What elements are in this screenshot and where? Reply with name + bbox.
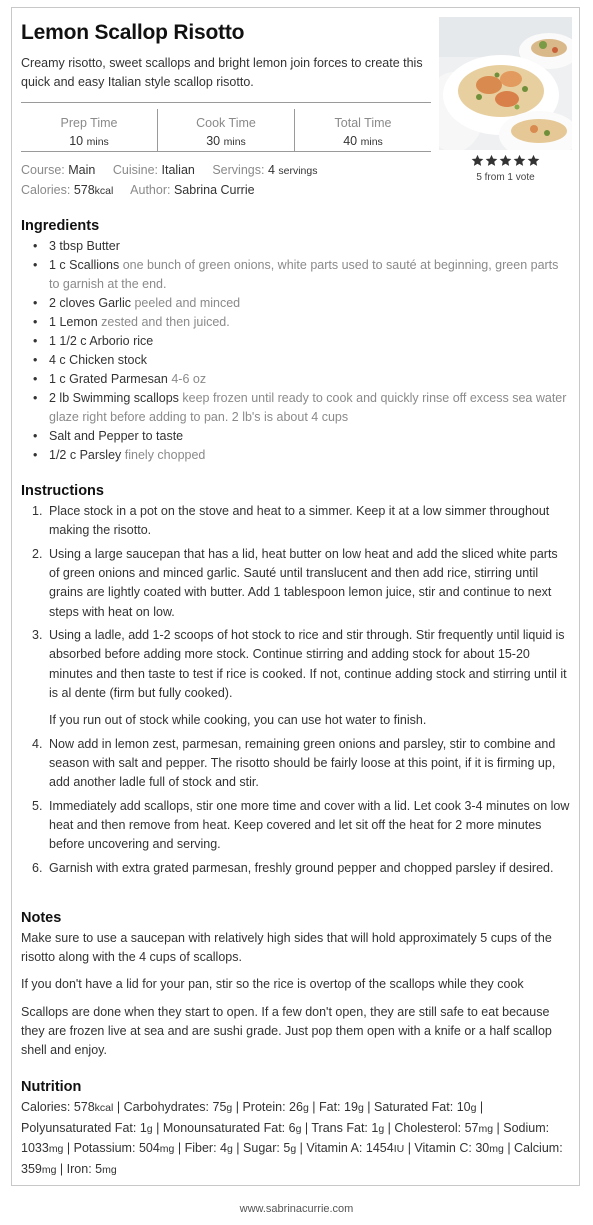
nutrition-label: Calcium: — [514, 1141, 563, 1156]
instruction-step — [21, 545, 571, 622]
cuisine-label: Cuisine: — [112, 163, 159, 177]
nutrition-unit: g — [226, 1143, 233, 1156]
nutrition-separator: | — [404, 1141, 415, 1156]
recipe-title: Lemon Scallop Risotto — [21, 21, 245, 44]
servings-unit: servings — [278, 165, 318, 177]
nutrition-separator: | — [503, 1141, 515, 1156]
step-number: 4. — [32, 736, 43, 751]
nutrition-item — [319, 1100, 364, 1114]
note-paragraph: Scallops are done when they start to open. If a few don't open, they are still safe to eat because they are frozen live at sea and are sushi grade. Just pop them open with a knife or a half scallop shell and enjoy. — [21, 1004, 552, 1058]
nutrition-value: 5 — [283, 1141, 291, 1156]
nutrition-item — [243, 1141, 296, 1155]
star-rating[interactable] — [439, 154, 572, 167]
nutrition-unit: mg — [478, 1122, 494, 1135]
note-paragraph: If you don't have a lid for your pan, stir so the rice is overtop of the scallops while they cook — [21, 977, 524, 992]
nutrition-label: Sugar: — [243, 1141, 280, 1156]
nutrition-value: 4 — [220, 1141, 227, 1156]
step-number: 2. — [32, 546, 43, 561]
nutrition-separator: | — [476, 1100, 484, 1114]
nutrition-unit: mg — [48, 1143, 64, 1156]
recipe-card — [11, 7, 580, 1186]
ingredient-amount: 4 c — [49, 353, 66, 367]
ingredient-item — [21, 332, 569, 351]
prep-time — [21, 109, 157, 151]
prep-time-label: Prep Time — [60, 116, 118, 130]
step-number: 6. — [32, 860, 43, 875]
instruction-step — [21, 626, 571, 730]
nutrition-item — [21, 1121, 153, 1135]
ingredient-item — [21, 389, 569, 427]
nutrition-heading: Nutrition — [21, 1079, 82, 1095]
step-number: 3. — [32, 628, 43, 643]
servings-label: Servings: — [212, 163, 265, 177]
ingredient-item — [21, 446, 569, 465]
ingredient-item — [21, 427, 569, 446]
ingredient-item — [21, 370, 569, 389]
times-top-divider — [21, 102, 431, 103]
times-bottom-divider — [21, 151, 431, 152]
ingredient-item — [21, 313, 569, 332]
vote-count: 5 from 1 vote — [476, 172, 535, 183]
notes-heading: Notes — [21, 910, 62, 926]
nutrition-value: 10 — [456, 1100, 471, 1114]
ingredients-heading: Ingredients — [21, 218, 100, 234]
ingredient-note: finely chopped — [124, 448, 206, 462]
author-label: Author: — [130, 183, 171, 197]
nutrition-separator: | — [308, 1100, 319, 1114]
cuisine-value: Italian — [161, 163, 195, 177]
nutrition-value: 578 — [73, 1100, 95, 1114]
step-text: Now add in lemon zest, parmesan, remaining green onions and parsley, stir to combine and season with salt and pepper. The risotto should be fairly loose at this point, if it is firming up, add another ladle full of stock and stir. — [49, 736, 556, 790]
nutrition-unit: g — [295, 1122, 302, 1135]
nutrition-unit: g — [290, 1143, 297, 1156]
nutrition-item — [306, 1141, 404, 1155]
ingredient-name: Chicken stock — [69, 353, 147, 367]
nutrition-item — [67, 1162, 117, 1176]
nutrition-item — [311, 1121, 384, 1135]
ingredient-name: Arborio rice — [89, 334, 154, 348]
nutrition-separator: | — [63, 1141, 74, 1156]
nutrition-label: Vitamin C: — [414, 1141, 472, 1156]
step-number: 1. — [32, 504, 43, 518]
recipe-meta-row-2 — [21, 181, 255, 200]
nutrition-separator: | — [301, 1120, 312, 1135]
nutrition-separator: | — [152, 1120, 163, 1135]
nutrition-unit: mg — [159, 1143, 175, 1156]
nutrition-value: 6 — [288, 1120, 296, 1135]
step-text: Using a large saucepan that has a lid, heat butter on low heat and add the sliced white parts of green onions and minced garlic. Sauté until translucent and then add rice, stirring until grains are lightly coated with butter. Add 1 tablespoon lemon juice, stir and continue to next steps with heat on low. — [49, 546, 558, 619]
nutrition-value: 504 — [138, 1141, 160, 1156]
recipe-meta-row-1 — [21, 161, 317, 180]
ingredient-name: Butter — [86, 239, 120, 253]
ingredient-note: 4-6 oz — [171, 372, 207, 386]
cook-time-label: Cook Time — [196, 116, 256, 130]
nutrition-value: 30 — [475, 1141, 490, 1156]
nutrition-separator: | — [113, 1100, 124, 1114]
instruction-step — [21, 735, 571, 793]
ingredient-name: Scallions — [69, 258, 120, 272]
total-time-label: Total Time — [334, 116, 392, 130]
step-text: Immediately add scallops, stir one more time and cover with a lid. Let cook 3-4 minutes on low heat and then remove from heat. Keep covered and let sit off the heat for 2 more minutes before uncovering and serving. — [49, 798, 570, 852]
nutrition-unit: mg — [489, 1143, 504, 1156]
nutrition-value: 57 — [464, 1120, 479, 1135]
nutrition-separator: | — [493, 1120, 504, 1135]
ingredient-amount: 1 c — [49, 258, 66, 272]
ingredient-name: Salt and Pepper to taste — [49, 429, 184, 443]
nutrition-unit: mg — [102, 1164, 117, 1177]
nutrition-value: 359 — [21, 1162, 42, 1177]
recipe-times — [21, 109, 431, 151]
ingredient-note: keep frozen until ready to cook and quickly rinse off excess sea water glaze right before adding to pan. 2 lb's is about 4 cups — [49, 391, 567, 424]
nutrition-label: Potassium: — [73, 1141, 136, 1156]
nutrition-item — [163, 1121, 302, 1135]
note-paragraph: Make sure to use a saucepan with relatively high sides that will hold approximately 5 cups of the risotto along with the 4 cups of scallops. — [21, 931, 552, 965]
ingredient-amount: 2 lb — [49, 391, 70, 405]
ingredient-note: peeled and minced — [134, 296, 241, 310]
nutrition-separator: | — [296, 1141, 307, 1156]
ingredient-amount: 2 cloves — [49, 296, 95, 310]
nutrition-item — [414, 1141, 503, 1155]
risotto-photo-illustration — [439, 17, 572, 150]
nutrition-unit: g — [226, 1102, 233, 1114]
cook-time-value: 30 mins — [206, 134, 246, 148]
nutrition-label: Iron: — [66, 1162, 92, 1177]
nutrition-value: 1033 — [21, 1141, 49, 1156]
course-label: Course: — [21, 163, 65, 177]
nutrition-label: Carbohydrates: — [123, 1100, 210, 1114]
ingredient-name: Swimming scallops — [72, 391, 179, 405]
nutrition-item — [185, 1141, 233, 1155]
instruction-step — [21, 502, 571, 540]
ingredient-amount: 1 c — [49, 372, 66, 386]
nutrition-label: Fat: — [319, 1100, 341, 1114]
nutrition-separator: | — [363, 1100, 374, 1114]
ingredient-note: one bunch of green onions, white parts used to sauté at beginning, green parts to garnish at the end. — [49, 258, 559, 291]
nutrition-unit: g — [357, 1102, 364, 1114]
step-number: 5. — [32, 798, 43, 813]
ingredient-name: Grated Parmesan — [69, 372, 168, 386]
ingredients-list — [21, 237, 569, 465]
nutrition-label: Polyunsaturated Fat: — [21, 1120, 137, 1135]
author-value: Sabrina Currie — [173, 183, 255, 197]
servings-value[interactable]: 4 — [267, 163, 275, 177]
nutrition-value: 1 — [139, 1120, 147, 1135]
total-time-value: 40 mins — [343, 134, 383, 148]
nutrition-unit: mg — [41, 1164, 57, 1177]
star-icon[interactable] — [499, 154, 512, 167]
nutrition-item — [242, 1100, 308, 1114]
instructions-heading: Instructions — [21, 483, 104, 499]
ingredient-amount: 1 1/2 c — [49, 334, 87, 348]
nutrition-separator: | — [56, 1162, 67, 1177]
total-time — [294, 109, 431, 151]
instruction-step — [21, 859, 571, 878]
prep-time-value: 10 mins — [69, 134, 109, 148]
ingredient-name: Lemon — [59, 315, 98, 329]
nutrition-item — [21, 1100, 113, 1114]
calories-label: Calories: — [21, 183, 71, 197]
star-icon[interactable] — [471, 154, 484, 167]
step-text: Using a ladle, add 1-2 scoops of hot stock to rice and stir through. Stir frequently until liquid is absorbed before adding more stock. Continue stirring and adding stock for about 15-20 minutes and then taste to test if rice is cooked. If not, continue adding stock and stirring until it is al dente (firm but fully cooked). — [49, 628, 567, 700]
step-text: Place stock in a pot on the stove and heat to a simmer. Keep it at a low simmer throughout making the risotto. — [49, 504, 550, 538]
nutrition-unit: g — [146, 1122, 153, 1135]
course-value: Main — [68, 163, 96, 177]
star-icon[interactable] — [513, 154, 526, 167]
site-footer[interactable]: www.sabrinacurrie.com — [239, 1203, 354, 1215]
nutrition-label: Protein: — [242, 1100, 286, 1114]
recipe-rating — [439, 154, 572, 183]
nutrition-value: 5 — [95, 1162, 103, 1177]
nutrition-label: Vitamin A: — [306, 1141, 363, 1156]
step-text: If you run out of stock while cooking, you can use hot water to finish. — [49, 713, 427, 728]
cook-time — [157, 109, 294, 151]
nutrition-label: Calories: — [21, 1100, 71, 1114]
star-icon[interactable] — [485, 154, 498, 167]
ingredient-item — [21, 351, 569, 370]
nutrition-label: Monounsaturated Fat: — [162, 1120, 286, 1135]
nutrition-label: Saturated Fat: — [373, 1100, 454, 1114]
notes-body — [21, 929, 573, 1060]
ingredient-amount: 3 tbsp — [49, 239, 84, 253]
ingredient-name: Garlic — [98, 296, 131, 310]
nutrition-separator: | — [232, 1141, 244, 1156]
nutrition-label: Fiber: — [184, 1141, 217, 1156]
star-icon[interactable] — [527, 154, 540, 167]
nutrition-value: 75 — [212, 1100, 227, 1114]
nutrition-value: 1454 — [365, 1141, 394, 1156]
ingredient-amount: 1 — [49, 315, 56, 329]
ingredient-item — [21, 256, 569, 294]
recipe-summary: Creamy risotto, sweet scallops and bright lemon join forces to create this quick and easy Italian style scallop risotto. — [21, 56, 423, 89]
calories-value: 578kcal — [73, 183, 114, 197]
instruction-step — [21, 797, 571, 855]
nutrition-separator: | — [232, 1100, 243, 1114]
ingredient-name: Parsley — [79, 448, 122, 462]
nutrition-label: Trans Fat: — [311, 1120, 368, 1135]
nutrition-value: 1 — [371, 1120, 379, 1135]
nutrition-item — [374, 1100, 476, 1114]
nutrition-unit: IU — [393, 1143, 405, 1156]
nutrition-item — [394, 1121, 493, 1135]
ingredient-amount: 1/2 c — [49, 448, 77, 462]
nutrition-item — [74, 1141, 175, 1155]
nutrition-unit: kcal — [94, 1102, 114, 1114]
recipe-photo[interactable] — [439, 17, 572, 150]
nutrition-item — [124, 1100, 233, 1114]
ingredient-note: zested and then juiced. — [101, 315, 230, 329]
nutrition-value: 19 — [344, 1100, 358, 1114]
nutrition-separator: | — [174, 1141, 185, 1156]
nutrition-facts — [21, 1098, 573, 1181]
step-text: Garnish with extra grated parmesan, freshly ground pepper and chopped parsley if desired. — [49, 860, 554, 875]
nutrition-unit: g — [378, 1122, 385, 1135]
nutrition-separator: | — [384, 1120, 395, 1135]
nutrition-value: 26 — [289, 1100, 303, 1114]
instructions-list — [21, 502, 571, 883]
ingredient-item — [21, 294, 569, 313]
nutrition-unit: g — [470, 1102, 477, 1114]
ingredient-item — [21, 237, 569, 256]
nutrition-label: Sodium: — [503, 1120, 550, 1135]
nutrition-label: Cholesterol: — [394, 1120, 462, 1135]
nutrition-unit: g — [302, 1102, 309, 1114]
